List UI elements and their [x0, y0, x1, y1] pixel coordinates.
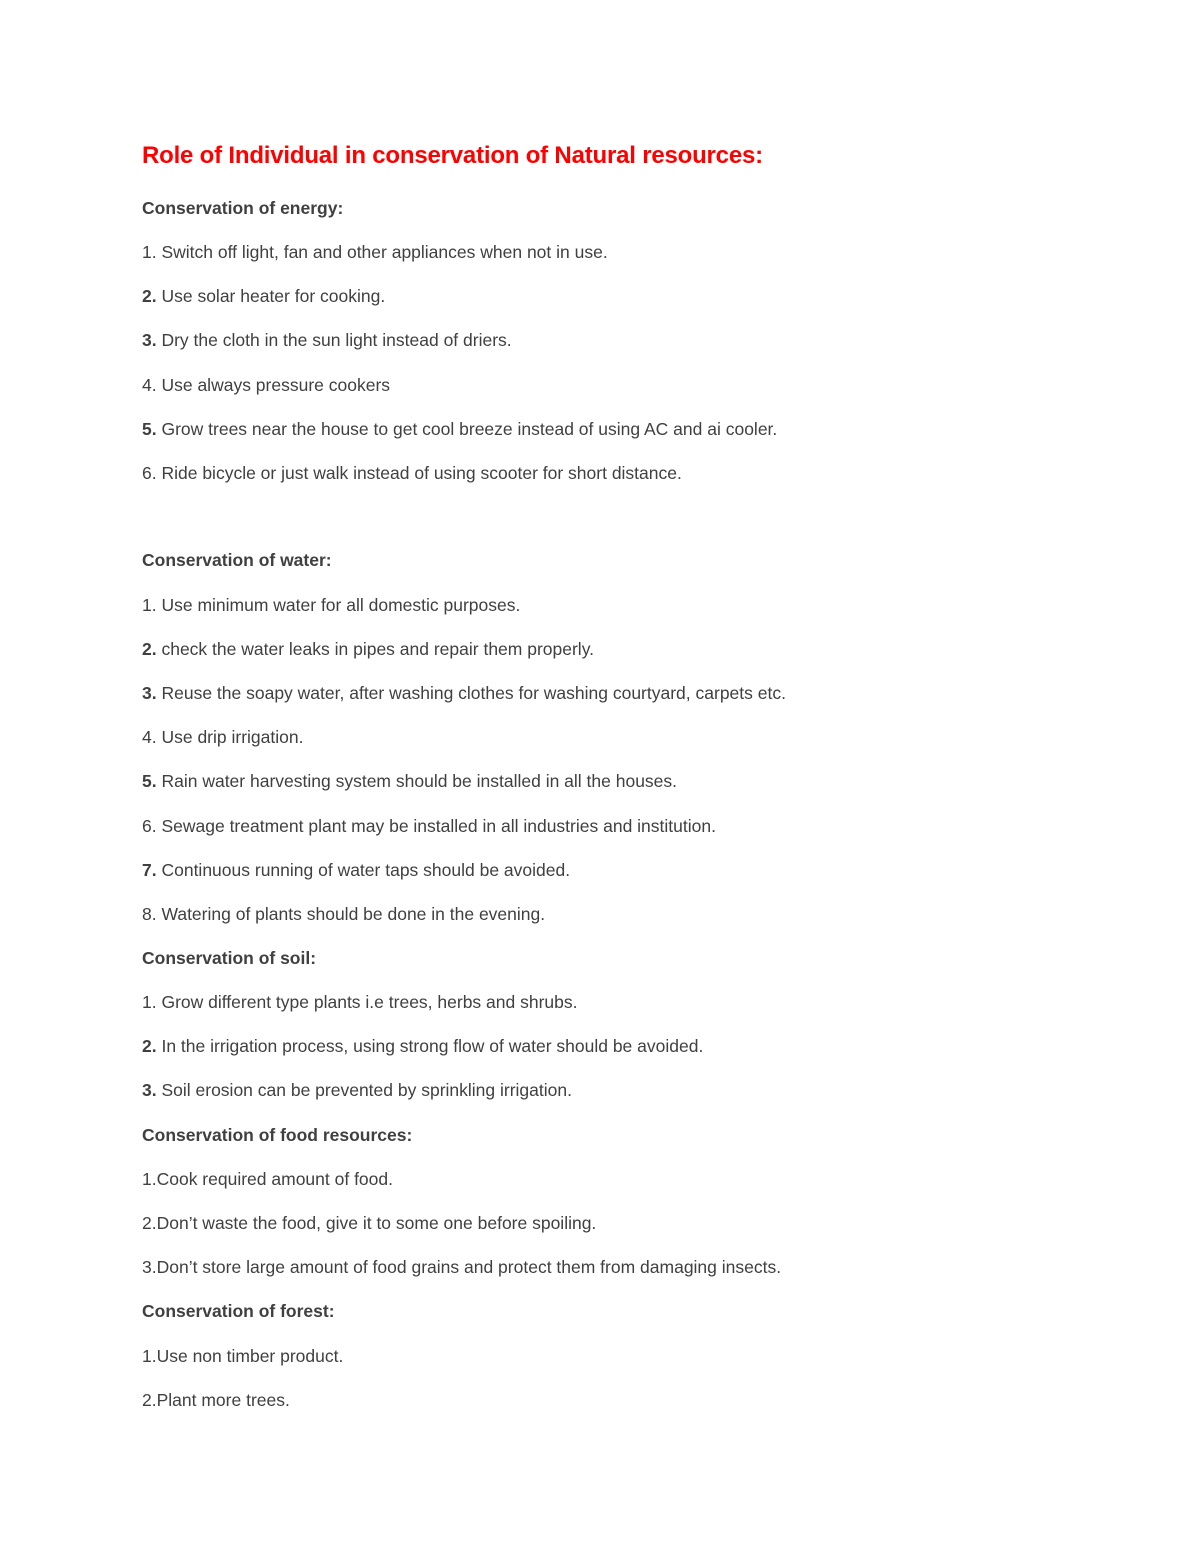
list-item: 1. Use minimum water for all domestic purposes. [142, 595, 521, 615]
list-item: 3. Soil erosion can be prevented by sprinkling irrigation. [142, 1080, 572, 1100]
list-item: 6. Sewage treatment plant may be installed in all industries and institution. [142, 816, 716, 836]
list-item: 2.Plant more trees. [142, 1390, 290, 1410]
list-item: 2.Don’t waste the food, give it to some one before spoiling. [142, 1213, 597, 1233]
list-item: 5. Grow trees near the house to get cool breeze instead of using AC and ai cooler. [142, 419, 778, 439]
section-heading-soil: Conservation of soil: [142, 948, 317, 968]
list-item: 3.Don’t store large amount of food grains and protect them from damaging insects. [142, 1257, 782, 1277]
list-item: 2. In the irrigation process, using strong flow of water should be avoided. [142, 1036, 704, 1056]
list-item: 6. Ride bicycle or just walk instead of using scooter for short distance. [142, 463, 682, 483]
list-item: 4. Use drip irrigation. [142, 727, 304, 747]
list-item: 3. Reuse the soapy water, after washing clothes for washing courtyard, carpets etc. [142, 683, 786, 703]
list-item: 1.Use non timber product. [142, 1346, 344, 1366]
section-heading-food: Conservation of food resources: [142, 1125, 413, 1145]
list-item: 1.Cook required amount of food. [142, 1169, 393, 1189]
list-item: 3. Dry the cloth in the sun light instead of driers. [142, 330, 512, 350]
list-item: 4. Use always pressure cookers [142, 375, 391, 395]
section-heading-energy: Conservation of energy: [142, 198, 344, 218]
list-item: 1. Switch off light, fan and other appliances when not in use. [142, 242, 608, 262]
list-item: 7. Continuous running of water taps should be avoided. [142, 860, 571, 880]
list-item: 5. Rain water harvesting system should be installed in all the houses. [142, 771, 678, 791]
section-heading-water: Conservation of water: [142, 550, 332, 570]
list-item: 8. Watering of plants should be done in the evening. [142, 904, 546, 924]
document-title: Role of Individual in conservation of Natural resources: [142, 142, 763, 169]
list-item: 2. check the water leaks in pipes and repair them properly. [142, 639, 595, 659]
section-heading-forest: Conservation of forest: [142, 1301, 335, 1321]
list-item: 2. Use solar heater for cooking. [142, 286, 386, 306]
list-item: 1. Grow different type plants i.e trees, herbs and shrubs. [142, 992, 578, 1012]
